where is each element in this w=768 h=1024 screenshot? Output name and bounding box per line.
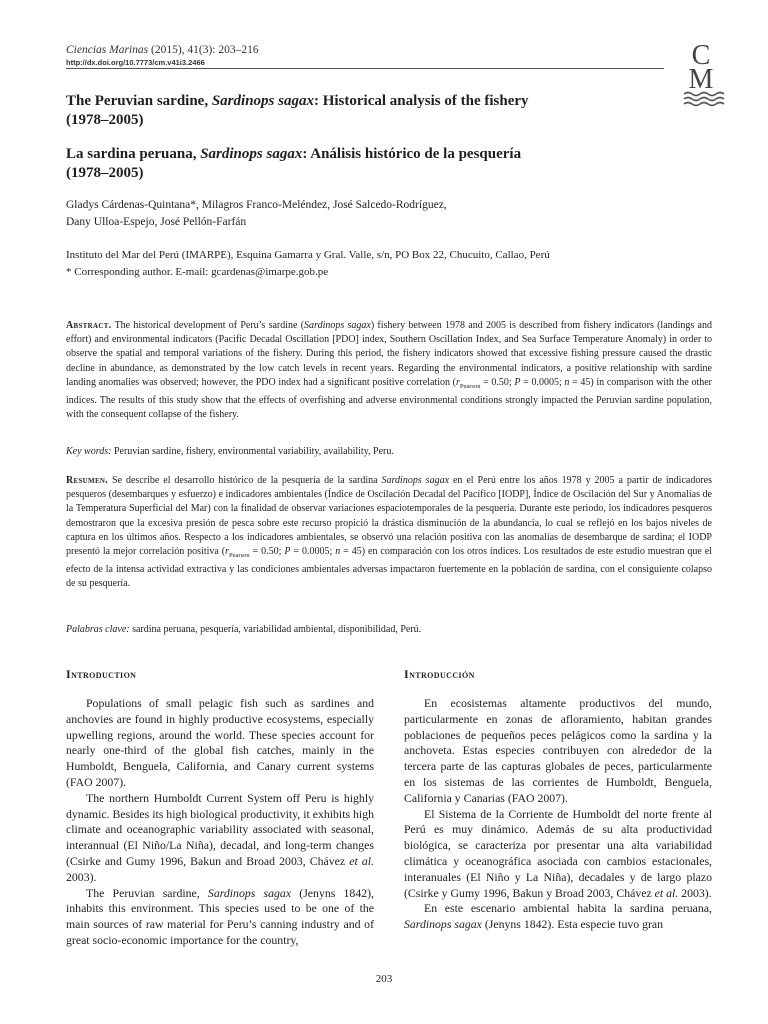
resumen-species: Sardinops sagax	[381, 475, 450, 486]
intro-es-species: Sardinops sagax	[404, 917, 482, 932]
resumen	[66, 474, 712, 592]
institute: Instituto del Mar del Perú (IMARPE), Esquina Gamarra y Gral. Valle, s/n, PO Box 22, Chucuito, Callao, Perú	[66, 249, 550, 261]
intro-en-paragraph-2	[66, 791, 374, 886]
title-es-species: Sardinops sagax	[200, 146, 303, 162]
intro-en-species: Sardinops sagax	[207, 885, 292, 900]
resumen-p: P	[284, 546, 291, 558]
intro-es-etal: et al.	[654, 885, 679, 900]
keywords	[66, 446, 712, 457]
abstract-text: ) fishery between 1978 and 2005 is described from fishery indicators (landings and effort) and environmental indicators (Pacific Decadal Oscillation [PDO] index, Southern Oscillation Index, and Sea Surface Temperature Anomaly) in order to observe the spatial and temporal variations of the fishery. During this period, the fishery indicators showed that excessive fishing pressure caused the drastic decline in abundance, as demonstrated by the low catch levels in recent years. Regarding the environmental indicators, a positive relationship with sardine landing anomalies was observed; however, the PDO index had a significant positive correlation (	[66, 320, 712, 388]
resumen-label: Resumen.	[66, 475, 109, 486]
abstract-r: r	[455, 376, 460, 388]
intro-es-paragraph-1: En ecosistemas altamente productivos del mundo, particularmente en zonas de afloramiento, habitan grandes poblaciones de pequeños peces pelágicos como la sardina y la anchoveta. Estas especies contribuyen con alrededor de la tercera parte de las capturas globales de peces, particularmente en los sistemas de las corrientes de Humboldt, Benguela, California y Canarias (FAO 2007).	[404, 696, 712, 805]
abstract	[66, 319, 712, 422]
keywords-label: Key words:	[66, 446, 112, 457]
logo-letter-c: C	[691, 40, 711, 71]
resumen-r: r	[225, 546, 230, 558]
palabras-clave	[66, 624, 712, 635]
title-en-part: : Historical analysis of the fishery	[313, 93, 529, 109]
author-line: Dany Ulloa-Espejo, José Pellón-Farfán	[66, 216, 247, 228]
abstract-label: Abstract.	[66, 320, 112, 331]
intro-es-text: (Jenyns 1842). Esta especie tuvo gran	[481, 917, 664, 932]
resumen-text: Se describe el desarrollo histórico de la pesquería de la sardina	[108, 475, 382, 486]
palabras-clave-label: Palabras clave:	[66, 624, 130, 635]
author-list	[66, 197, 586, 231]
abstract-species: Sardinops sagax	[304, 320, 371, 331]
title-es-years: (1978–2005)	[66, 165, 144, 181]
introduccion-spanish-column	[404, 696, 712, 933]
title-en-species: Sardinops sagax	[211, 93, 314, 109]
title-es-part: La sardina peruana,	[66, 146, 201, 162]
journal-volume: (2015), 41(3): 203–216	[150, 44, 259, 56]
title-es-part: : Análisis histórico de la pesquería	[302, 146, 522, 162]
title-en-years: (1978–2005)	[66, 112, 144, 128]
doi-link[interactable]: http://dx.doi.org/10.7773/cm.v41i3.2466	[66, 58, 205, 67]
title-en-part: The Peruvian sardine,	[66, 93, 212, 109]
intro-es-paragraph-3	[404, 901, 712, 933]
introduccion-heading: Introducción	[404, 667, 475, 681]
introduction-heading: Introduction	[66, 667, 137, 681]
author-line: Gladys Cárdenas-Quintana*, Milagros Franco-Meléndez, José Salcedo-Rodríguez,	[66, 199, 447, 211]
intro-en-etal: et al.	[349, 853, 375, 868]
journal-name: Ciencias Marinas	[66, 44, 149, 56]
journal-logo	[676, 40, 726, 110]
introduction-english-column	[66, 696, 374, 949]
intro-en-text: 2003).	[66, 869, 97, 884]
resumen-n: n	[335, 546, 341, 558]
title-english	[66, 92, 666, 130]
keywords-text: Peruvian sardine, fishery, environmental variability, availability, Peru.	[111, 446, 394, 457]
abstract-text: = 0.0005;	[520, 376, 565, 388]
corresponding-author: * Corresponding author. E-mail: gcardenas@imarpe.gob.pe	[66, 266, 329, 278]
affiliation	[66, 247, 686, 281]
abstract-n: n	[564, 376, 570, 388]
intro-es-text: En este escenario ambiental habita la sardina peruana,	[424, 901, 712, 916]
intro-en-paragraph-3	[66, 886, 374, 949]
palabras-clave-text: sardina peruana, pesquería, variabilidad ambiental, disponibilidad, Perú.	[129, 624, 422, 635]
abstract-text: = 45) in comparison with the other indices. The results of this study show that the effects of overfishing and adverse environmental conditions strongly impacted the Peruvian sardine population, with the consequent collapse of the fishery.	[66, 376, 713, 421]
intro-en-text: The northern Humboldt Current System off Peru is highly dynamic. Besides its high biological productivity, it exhibits high climate and oceanographic variability associated with seasonal, interannual (El Niño/La Niña), decadal, and long-term changes (Csirke and Gumy 1996, Bakun and Broad 2003, Chávez	[66, 790, 374, 868]
resumen-pearson: Pearson	[229, 552, 250, 560]
title-spanish	[66, 145, 666, 183]
abstract-p: P	[514, 376, 521, 388]
page-number: 203	[375, 973, 393, 985]
journal-citation	[66, 44, 259, 56]
intro-en-text: The Peruvian sardine,	[86, 885, 208, 900]
logo-letter-m: M	[688, 64, 714, 95]
resumen-text: = 0.50;	[249, 546, 285, 558]
intro-en-paragraph-1: Populations of small pelagic fish such as sardines and anchovies are found in highly productive ecosystems, especially upwelling regions, around the world. These species account for nearly one-third of the global fish catches, mainly in the Humboldt, Benguela, California, and Canary current systems (FAO 2007).	[66, 696, 374, 789]
resumen-text: = 45) en comparación con los otros índices. Los resultados de este estudio muestran que el efecto de la intensa actividad extractiva y las condiciones ambientales adversas impactaron fuertemente en la población de sardina, con el consiguiente colapso de su pesquería.	[66, 546, 713, 590]
header-divider	[66, 68, 664, 69]
intro-es-text: 2003).	[678, 885, 712, 900]
intro-en-text: (Jenyns 1842), inhabits this environment. This species used to be one of the main sources of raw material for Peru’s canning industry and of great socio-economic importance for the country,	[66, 885, 375, 947]
abstract-text: = 0.50;	[480, 376, 515, 388]
abstract-text: The historical development of Peru’s sardine (	[111, 320, 305, 331]
resumen-text: = 0.0005;	[290, 546, 336, 558]
resumen-text: en el Perú entre los años 1978 y 2005 a partir de indicadores pesqueros (desembarques y esfuerzo) e indicadores ambientales (Índice de Oscilación Decadal del Pacífico [IODP], Índice de Oscilación del Sur y Anomalías de la Temperatura Superficial del Mar) con la finalidad de observar variaciones espaciotemporales de la pesquería. Durante este periodo, los indicadores pesqueros demostraron que la excesiva presión de pesca sobre este recurso propició la drástica disminución de la abundancia, lo cual se reflejó en los bajos niveles de captura en los últimos años. Respecto a los indicadores ambientales, se observó una relación positiva con las anomalías de desembarque de sardina; el IODP presentó la mejor correlación positiva (	[66, 475, 712, 558]
intro-es-text: El Sistema de la Corriente de Humboldt del norte frente al Perú es muy dinámico. Además de su alta productividad biológica, se caracteriza por presentar una alta variabilidad climática y oceanográfica asociada con cambios estacionales, interanuales (El Niño y La Niña), decadales y de largo plazo (Csirke y Gumy 1996, Bakun y Broad 2003, Chávez	[404, 806, 712, 900]
abstract-pearson: Pearson	[459, 382, 481, 390]
intro-es-paragraph-2	[404, 807, 712, 902]
